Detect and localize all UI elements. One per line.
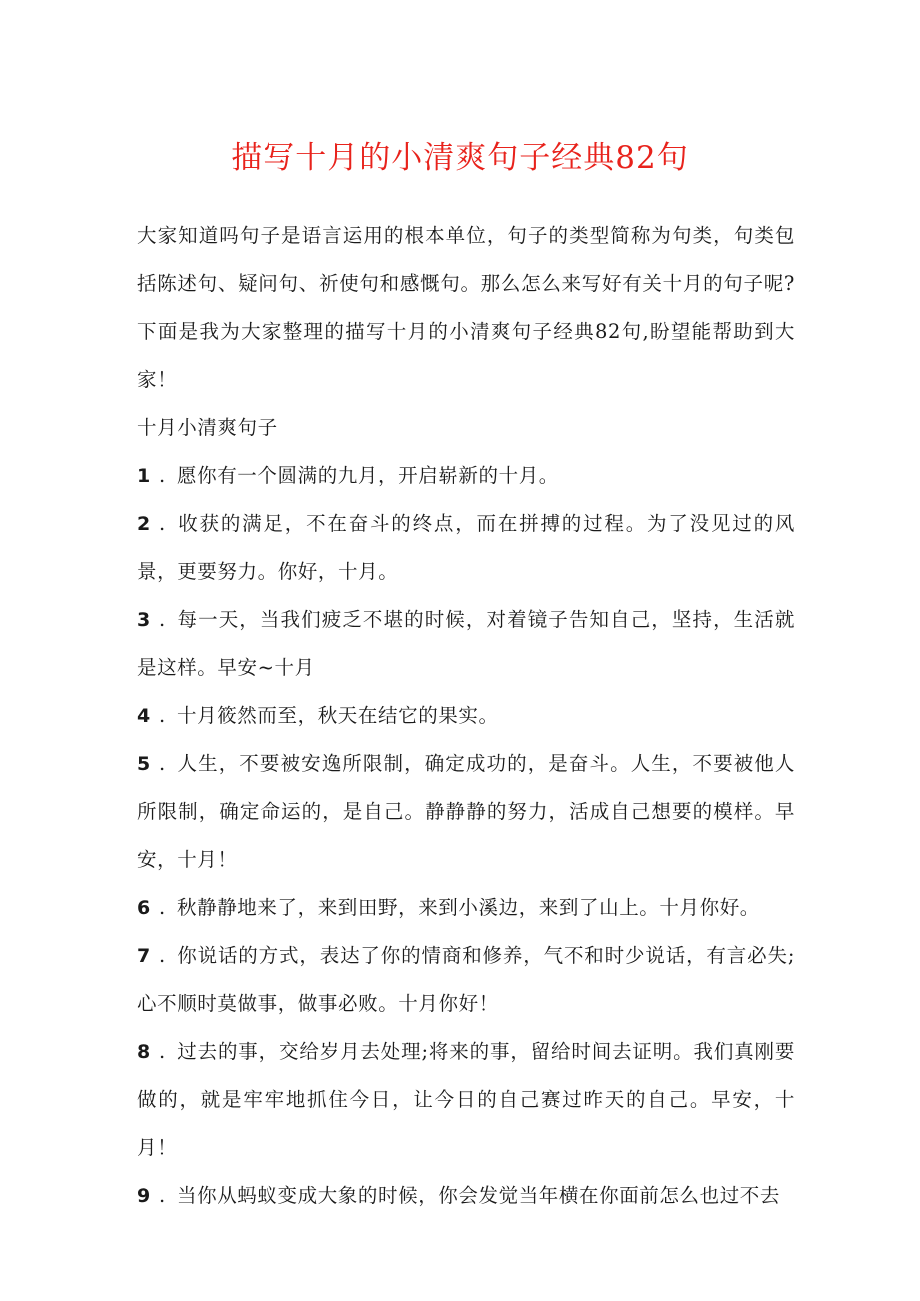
list-item [137, 932, 795, 1028]
item-text: 人生，不要被安逸所限制，确定成功的，是奋斗。人生，不要被他人所限制，确定命运的，是自己。静静静的努力，活成自己想要的模样。早安，十月！ [137, 752, 795, 871]
item-text: 你说话的方式，表达了你的情商和修养，气不和时少说话，有言必失;心不顺时莫做事，做事必败。十月你好！ [137, 944, 795, 1015]
item-dot: . [159, 752, 166, 775]
list-item [137, 740, 795, 884]
item-number: 2 [137, 513, 151, 535]
intro-paragraph: 大家知道吗句子是语言运用的根本单位，句子的类型简称为句类，句类包括陈述句、疑问句、祈使句和感慨句。那么怎么来写好有关十月的句子呢?下面是我为大家整理的描写十月的小清爽句子经典82句,盼望能帮助到大家！ [137, 224, 795, 391]
item-number: 4 [137, 705, 151, 727]
item-dot: . [159, 608, 166, 631]
item-number: 5 [137, 753, 151, 775]
list-item [137, 500, 795, 596]
list-item [137, 452, 795, 500]
item-number: 8 [137, 1041, 151, 1063]
item-text: 秋静静地来了，来到田野，来到小溪边，来到了山上。十月你好。 [177, 896, 760, 919]
sentence-list [137, 452, 795, 1220]
item-text: 每一天，当我们疲乏不堪的时候，对着镜子告知自己，坚持，生活就是这样。早安~十月 [137, 608, 795, 679]
list-item [137, 884, 795, 932]
item-dot: . [159, 1040, 166, 1063]
section-heading: 十月小清爽句子 [137, 416, 278, 439]
item-number: 6 [137, 897, 151, 919]
list-item [137, 1028, 795, 1172]
item-text: 愿你有一个圆满的九月，开启崭新的十月。 [177, 464, 559, 487]
item-text: 过去的事，交给岁月去处理;将来的事，留给时间去证明。我们真刚要做的，就是牢牢地抓住今日，让今日的自己赛过昨天的自己。早安，十月！ [137, 1040, 795, 1159]
item-number: 7 [137, 945, 151, 967]
item-number: 1 [137, 465, 151, 487]
document-body [137, 212, 795, 1220]
item-dot: . [159, 704, 166, 727]
item-number: 3 [137, 609, 151, 631]
item-dot: . [159, 464, 166, 487]
item-text: 收获的满足，不在奋斗的终点，而在拼搏的过程。为了没见过的风景，更要努力。你好，十月。 [137, 512, 795, 583]
item-dot: . [159, 512, 166, 535]
item-text: 当你从蚂蚁变成大象的时候，你会发觉当年横在你面前怎么也过不去 [177, 1184, 781, 1207]
list-item [137, 596, 795, 692]
list-item [137, 692, 795, 740]
item-dot: . [159, 896, 166, 919]
document-title: 描写十月的小清爽句子经典82句 [231, 140, 689, 176]
item-dot: . [159, 1184, 166, 1207]
item-dot: . [159, 944, 166, 967]
list-item [137, 1172, 795, 1220]
item-text: 十月筱然而至，秋天在结它的果实。 [177, 704, 499, 727]
item-number: 9 [137, 1185, 151, 1207]
